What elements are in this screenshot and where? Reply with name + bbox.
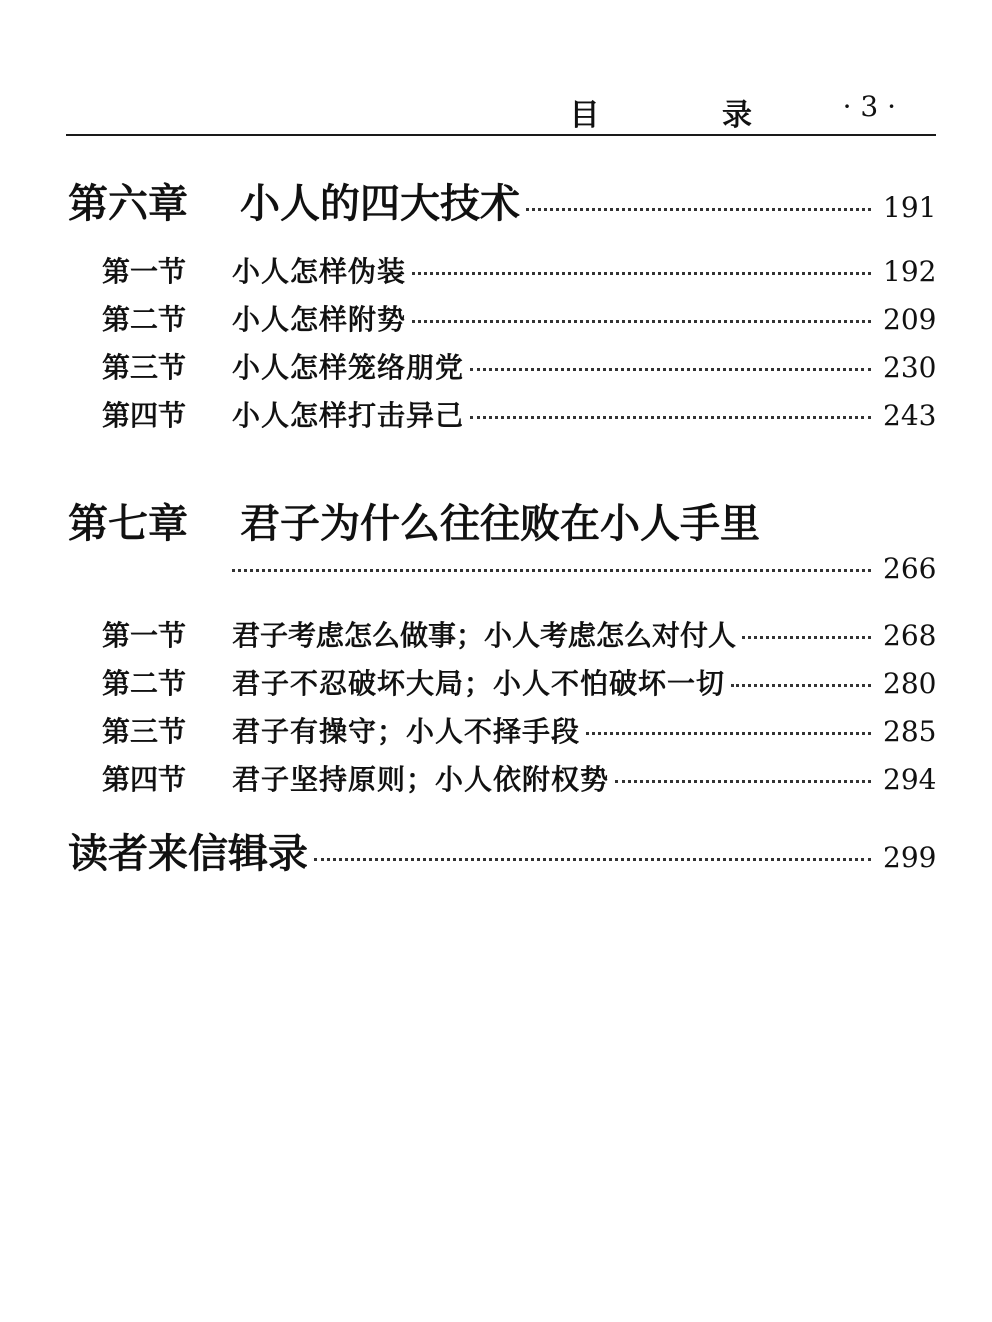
chapter-title: 君子为什么往往败在小人手里 (240, 500, 760, 547)
chapter-title: 小人的四大技术 (240, 180, 520, 227)
dot-leader (731, 684, 871, 687)
page-number: 299 (883, 841, 937, 874)
page-number: 266 (883, 552, 937, 585)
section-label: 第三节 (102, 715, 187, 748)
section-title: 君子有操守；小人不择手段 (232, 715, 581, 748)
section-label: 第四节 (102, 399, 187, 432)
toc-chapter-7-heading[interactable] (68, 492, 760, 549)
toc-chapter-7-page-line[interactable] (232, 552, 935, 585)
dot-leader (526, 208, 871, 211)
toc-appendix[interactable] (68, 822, 935, 879)
section-label: 第二节 (102, 667, 187, 700)
header-title: 目 录 (569, 98, 808, 133)
section-title: 小人怎样伪装 (232, 255, 407, 288)
dot-leader (470, 368, 871, 371)
page-number: 294 (883, 763, 937, 796)
chapter-label: 第六章 (68, 180, 188, 227)
page-number: 285 (883, 715, 937, 748)
toc-section-6-4[interactable] (102, 394, 935, 434)
dot-leader (232, 569, 871, 572)
page-number: 192 (883, 255, 937, 288)
section-title: 小人怎样笼络朋党 (232, 351, 465, 384)
dot-leader (314, 858, 871, 861)
page-number: 191 (883, 191, 937, 224)
section-label: 第四节 (102, 763, 187, 796)
dot-leader (470, 416, 871, 419)
toc-section-7-4[interactable] (102, 758, 935, 798)
page-number: 209 (883, 303, 937, 336)
page-number: 268 (883, 619, 937, 652)
section-title: 君子坚持原则；小人依附权势 (232, 763, 610, 796)
toc-section-6-2[interactable] (102, 298, 935, 338)
dot-leader (586, 732, 871, 735)
dot-leader (615, 780, 871, 783)
dot-leader (742, 636, 871, 639)
dot-leader (412, 272, 871, 275)
toc-section-6-3[interactable] (102, 346, 935, 386)
toc-section-7-3[interactable] (102, 710, 935, 750)
toc-section-7-1[interactable] (102, 614, 935, 654)
page-number: 243 (883, 399, 937, 432)
toc-section-7-2[interactable] (102, 662, 935, 702)
section-label: 第一节 (102, 619, 187, 652)
section-label: 第二节 (102, 303, 187, 336)
section-title: 小人怎样附势 (232, 303, 407, 336)
section-title: 君子不忍破坏大局；小人不怕破坏一切 (232, 667, 726, 700)
section-title: 君子考虑怎么做事；小人考虑怎么对付人 (232, 619, 737, 652)
section-label: 第三节 (102, 351, 187, 384)
section-label: 第一节 (102, 255, 187, 288)
page-number: 230 (883, 351, 937, 384)
toc-chapter-6[interactable] (68, 172, 935, 229)
dot-leader (412, 320, 871, 323)
page-number: 280 (883, 667, 937, 700)
appendix-title: 读者来信辑录 (68, 830, 308, 877)
header-page-number: · 3 · (842, 90, 896, 123)
page-header (66, 86, 936, 136)
toc-section-6-1[interactable] (102, 250, 935, 290)
chapter-label: 第七章 (68, 500, 188, 547)
section-title: 小人怎样打击异己 (232, 399, 465, 432)
